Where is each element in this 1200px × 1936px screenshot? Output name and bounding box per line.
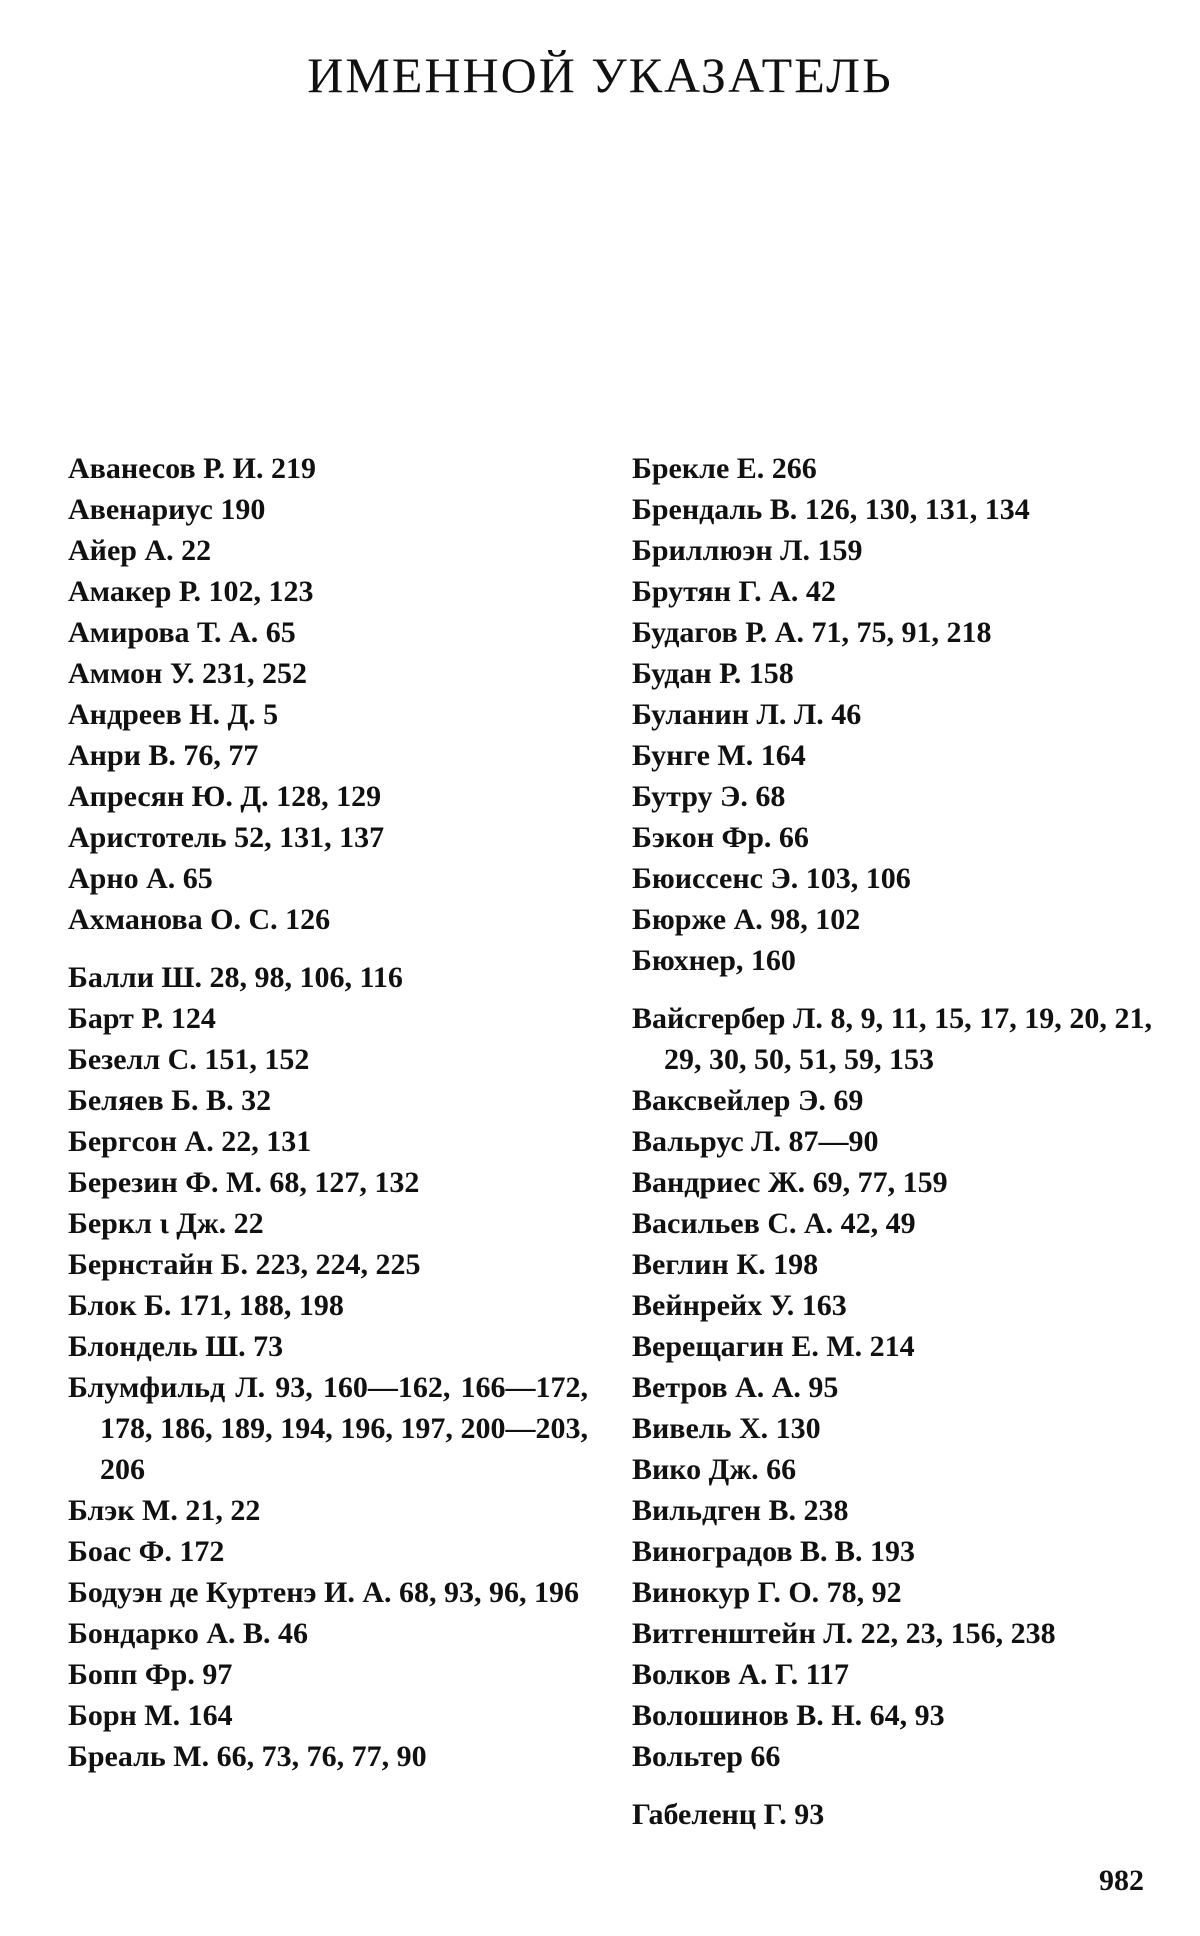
index-entry: Бодуэн де Куртенэ И. А. 68, 93, 96, 196 bbox=[68, 1576, 579, 1609]
index-entry: Виноградов В. В. 193 bbox=[632, 1535, 916, 1568]
index-entry: Аммон У. 231, 252 bbox=[68, 657, 308, 690]
index-entry: Брендаль В. 126, 130, 131, 134 bbox=[632, 493, 1030, 526]
index-entry: Бюиссенс Э. 103, 106 bbox=[632, 862, 911, 895]
index-entry: Апресян Ю. Д. 128, 129 bbox=[68, 780, 382, 813]
page-title: ИМЕННОЙ УКАЗАТЕЛЬ bbox=[307, 47, 893, 103]
letter-group bbox=[632, 998, 1152, 1777]
index-entry: Вальрус Л. 87—90 bbox=[632, 1125, 879, 1158]
index-entry: Верещагин Е. М. 214 bbox=[632, 1330, 915, 1363]
index-entry: Ветров А. А. 95 bbox=[632, 1371, 839, 1404]
index-entry: Бэкон Фр. 66 bbox=[632, 821, 809, 854]
index-entry: Айер А. 22 bbox=[68, 534, 212, 567]
index-entry: Будан Р. 158 bbox=[632, 657, 794, 690]
index-entry: Борн М. 164 bbox=[68, 1699, 233, 1732]
index-entry: Беляев Б. В. 32 bbox=[68, 1084, 272, 1117]
index-entry: Васильев С. А. 42, 49 bbox=[632, 1207, 916, 1240]
index-entry: Бергсон А. 22, 131 bbox=[68, 1125, 312, 1158]
index-entry: Амакер Р. 102, 123 bbox=[68, 575, 314, 608]
index-entry: Бернстайн Б. 223, 224, 225 bbox=[68, 1248, 421, 1281]
index-entry: Блэк М. 21, 22 bbox=[68, 1494, 261, 1527]
page-number: 982 bbox=[1099, 1864, 1144, 1897]
index-column-left bbox=[68, 448, 588, 1794]
index-entry: Винокур Г. О. 78, 92 bbox=[632, 1576, 902, 1609]
index-entry: Барт Р. 124 bbox=[68, 1002, 216, 1035]
index-entry: Ваксвейлер Э. 69 bbox=[632, 1084, 864, 1117]
index-entry: Бутру Э. 68 bbox=[632, 780, 786, 813]
index-entry: Бопп Фр. 97 bbox=[68, 1658, 233, 1691]
index-entry: Вандриес Ж. 69, 77, 159 bbox=[632, 1166, 948, 1199]
index-entry: Вайсгербер Л. 8, 9, 11, 15, 17, 19, 20, 21, 29, 30, 50, 51, 59, 153 bbox=[632, 1002, 1152, 1076]
letter-group bbox=[632, 1794, 1152, 1835]
index-entry: Бриллюэн Л. 159 bbox=[632, 534, 863, 567]
index-entry: Безелл С. 151, 152 bbox=[68, 1043, 310, 1076]
index-entry: Бреаль М. 66, 73, 76, 77, 90 bbox=[68, 1740, 427, 1773]
index-entry: Аванесов Р. И. 219 bbox=[68, 452, 317, 485]
index-entry: Боас Ф. 172 bbox=[68, 1535, 225, 1568]
index-entry: Ахманова О. С. 126 bbox=[68, 903, 331, 936]
index-entry: Габеленц Г. 93 bbox=[632, 1798, 825, 1831]
index-entry: Веглин К. 198 bbox=[632, 1248, 819, 1281]
index-entry: Вильдген В. 238 bbox=[632, 1494, 849, 1527]
index-entry: Блумфильд Л. 93, 160—162, 166—172, 178, 186, 189, 194, 196, 197, 200—203, 206 bbox=[68, 1371, 588, 1486]
index-entry: Блондель Ш. 73 bbox=[68, 1330, 284, 1363]
index-entry: Бюрже А. 98, 102 bbox=[632, 903, 861, 936]
index-entry: Аристотель 52, 131, 137 bbox=[68, 821, 385, 854]
index-entry: Авенариус 190 bbox=[68, 493, 266, 526]
index-entry: Балли Ш. 28, 98, 106, 116 bbox=[68, 961, 403, 994]
letter-group bbox=[632, 448, 1152, 981]
letter-group bbox=[68, 957, 588, 1777]
index-entry: Андреев Н. Д. 5 bbox=[68, 698, 279, 731]
index-entry: Вико Дж. 66 bbox=[632, 1453, 797, 1486]
index-entry: Брутян Г. А. 42 bbox=[632, 575, 836, 608]
index-entry: Буланин Л. Л. 46 bbox=[632, 698, 862, 731]
index-entry: Бондарко А. В. 46 bbox=[68, 1617, 309, 1650]
index-entry: Блок Б. 171, 188, 198 bbox=[68, 1289, 344, 1322]
index-entry: Бюхнер, 160 bbox=[632, 944, 796, 977]
index-entry: Вейнрейх У. 163 bbox=[632, 1289, 847, 1322]
index-entry: Вольтер 66 bbox=[632, 1740, 781, 1773]
index-entry: Анри В. 76, 77 bbox=[68, 739, 259, 772]
index-entry: Вивель Х. 130 bbox=[632, 1412, 821, 1445]
index-entry: Бунге М. 164 bbox=[632, 739, 806, 772]
index-entry: Будагов Р. А. 71, 75, 91, 218 bbox=[632, 616, 992, 649]
letter-group bbox=[68, 448, 588, 940]
index-entry: Беркл ι Дж. 22 bbox=[68, 1207, 264, 1240]
index-entry: Арно А. 65 bbox=[68, 862, 213, 895]
index-entry: Волков А. Г. 117 bbox=[632, 1658, 850, 1691]
index-entry: Брекле Е. 266 bbox=[632, 452, 817, 485]
index-column-right bbox=[632, 448, 1152, 1852]
index-entry: Волошинов В. Н. 64, 93 bbox=[632, 1699, 945, 1732]
index-entry: Амирова Т. А. 65 bbox=[68, 616, 296, 649]
index-entry: Витгенштейн Л. 22, 23, 156, 238 bbox=[632, 1617, 1056, 1650]
index-entry: Березин Ф. М. 68, 127, 132 bbox=[68, 1166, 420, 1199]
